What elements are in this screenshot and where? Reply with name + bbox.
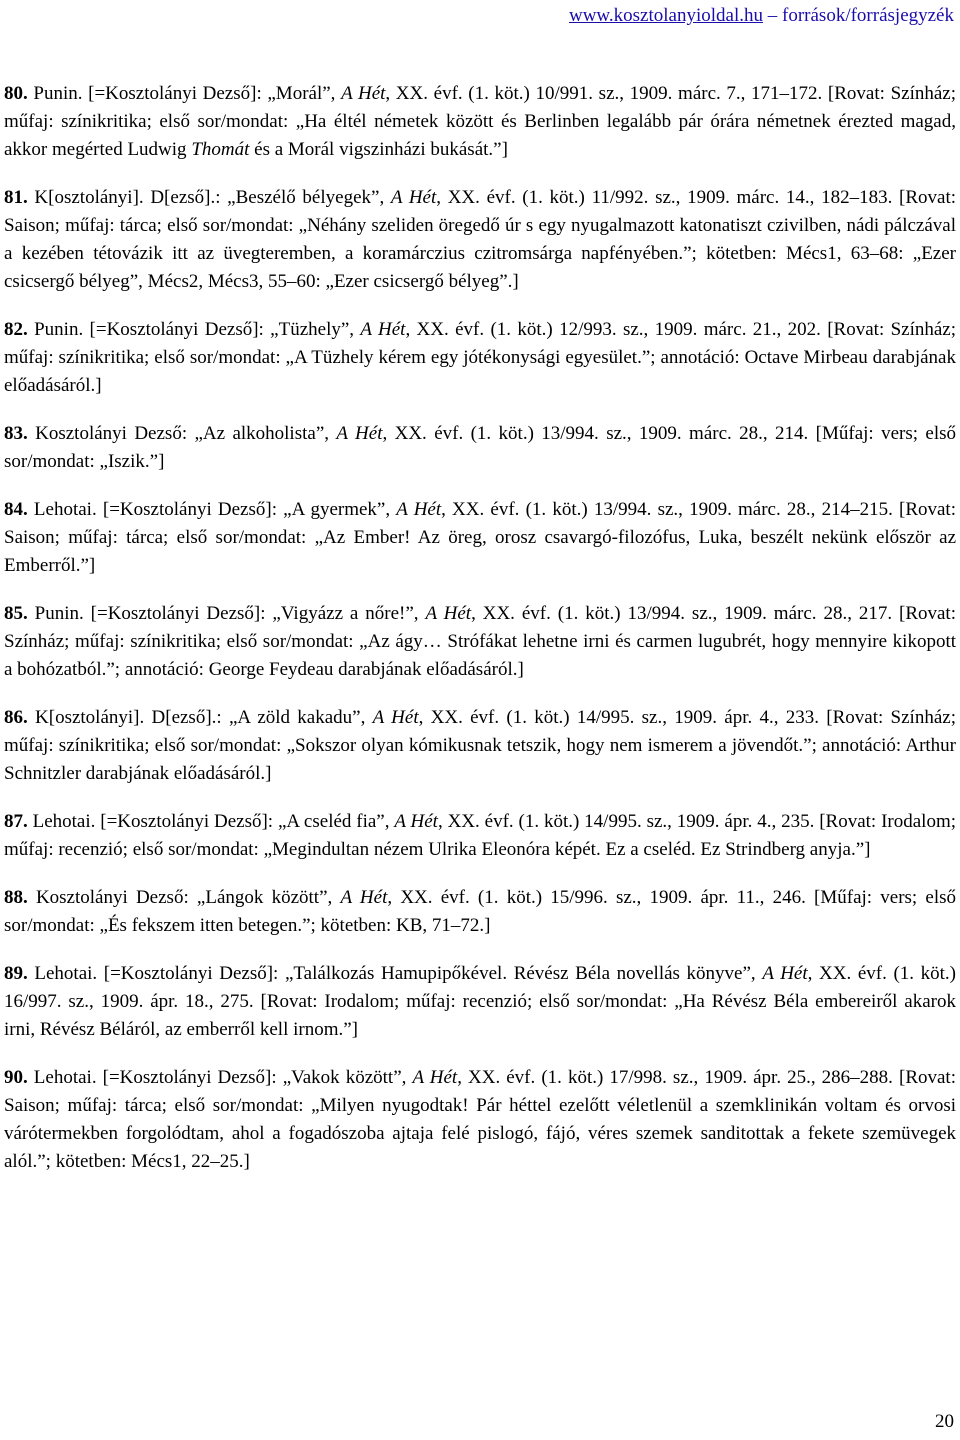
entry-text: K[osztolányi]. D[ezső].: „Beszélő bélyegek”, xyxy=(27,187,391,208)
page-header xyxy=(569,4,954,28)
entry-text: , XX. évf. (1. köt.) 15/996. sz., 1909. ápr. 11., 246. [Műfaj: vers; első sor/mondat: „És fekszem itten betegen.”; kötetben: KB, 71–72.] xyxy=(4,887,957,936)
journal-title: A Hét xyxy=(336,423,383,444)
site-link[interactable]: www.kosztolanyioldal.hu xyxy=(568,5,764,26)
bibliography-entry-85 xyxy=(4,600,956,684)
entry-text: , XX. évf. (1. köt.) 17/998. sz., 1909. ápr. 25., 286–288. [Rovat: Saison; műfaj: tárca; első sor/mondat: „Milyen nyugodtak! Pár héttel ezelőtt véletlenül a szemklinikán voltam és orvosi várótermekben forgolódtam, ahol a fogadószoba ajtaja felé pislogó, fájó, véres szemek sanditottak a fekete szemüvegek alól.”; kötetben: Mécs1, 22–25.] xyxy=(4,1067,956,1172)
entry-text: Lehotai. [=Kosztolányi Dezső]: „A gyermek”, xyxy=(27,499,397,520)
entry-number: 84. xyxy=(4,499,28,520)
entry-number: 83. xyxy=(4,423,28,444)
entry-text: Punin. [=Kosztolányi Dezső]: „Vigyázz a nőre!”, xyxy=(27,603,426,624)
journal-title: A Hét xyxy=(341,83,386,104)
bibliography-entry-90 xyxy=(4,1064,956,1176)
italic-name: Thomát xyxy=(191,139,250,160)
bibliography-entry-81 xyxy=(4,184,956,296)
bibliography-list xyxy=(4,80,956,1196)
bibliography-entry-86 xyxy=(4,704,956,788)
journal-title: A Hét xyxy=(762,963,808,984)
entry-number: 80. xyxy=(4,83,28,104)
journal-title: A Hét xyxy=(394,811,438,832)
section-path: források/forrásjegyzék xyxy=(782,5,954,26)
bibliography-entry-89 xyxy=(4,960,956,1044)
entry-text: Lehotai. [=Kosztolányi Dezső]: „Vakok között”, xyxy=(27,1067,413,1088)
entry-number: 90. xyxy=(4,1067,28,1088)
entry-number: 86. xyxy=(4,707,28,728)
entry-text: Kosztolányi Dezső: „Lángok között”, xyxy=(27,887,341,908)
journal-title: A Hét xyxy=(396,499,442,520)
journal-title: A Hét xyxy=(340,887,388,908)
entry-text: K[osztolányi]. D[ezső].: „A zöld kakadu”, xyxy=(27,707,373,728)
entry-text: Lehotai. [=Kosztolányi Dezső]: „Találkozás Hamupipőkével. Révész Béla novellás könyve”, xyxy=(27,963,763,984)
entry-text: , XX. évf. (1. köt.) 12/993. sz., 1909. márc. 21., 202. [Rovat: Színház; műfaj: színikritika; első sor/mondat: „A Tüzhely kérem egy jótékonysági egyesület.”; annotáció: Octave Mirbeau darabjának előadásáról.] xyxy=(4,319,956,396)
bibliography-entry-84 xyxy=(4,496,956,580)
journal-title: A Hét xyxy=(372,707,419,728)
entry-text: , XX. évf. (1. köt.) 11/992. sz., 1909. márc. 14., 182–183. [Rovat: Saison; műfaj: tárca; első sor/mondat: „Néhány szeliden öregedő úr s egy nyugalmazott katonatiszt czivilben, nádi pálczával a kezében tétovázik itt az üvegteremben, a koramárczius czitromsárga napfényében.”; kötetben: Mécs1, 63–68: „Ezer csicsergő bélyeg”, Mécs2, Mécs3, 55–60: „Ezer csicsergő bélyeg”.] xyxy=(4,187,957,292)
entry-text: , XX. évf. (1. köt.) 13/994. sz., 1909. márc. 28., 214–215. [Rovat: Saison; műfaj: tárca; első sor/mondat: „Az Ember! Az öreg, orosz csavargó-filozófus, Luka, beszélt nekünk először az Emberről.”] xyxy=(4,499,956,576)
bibliography-entry-87 xyxy=(4,808,956,864)
entry-number: 82. xyxy=(4,319,28,340)
journal-title: A Hét xyxy=(390,187,437,208)
entry-text: és a Morál vigszinházi bukását.”] xyxy=(249,139,508,160)
entry-number: 88. xyxy=(4,887,28,908)
journal-title: A Hét xyxy=(425,603,472,624)
entry-number: 81. xyxy=(4,187,28,208)
header-separator: – xyxy=(763,5,783,26)
bibliography-entry-82 xyxy=(4,316,956,400)
entry-text: , XX. évf. (1. köt.) 10/991. sz., 1909. márc. 7., 171–172. [Rovat: Színház; műfaj: színikritika; első sor/mondat: „Ha éltél németek között és Berlinben legalább pár órára németnek érezted magad, akkor megérted Ludwig xyxy=(4,83,956,160)
bibliography-entry-88 xyxy=(4,884,956,940)
journal-title: A Hét xyxy=(360,319,406,340)
entry-text: Lehotai. [=Kosztolányi Dezső]: „A cseléd fia”, xyxy=(27,811,395,832)
journal-title: A Hét xyxy=(412,1067,458,1088)
entry-text: Kosztolányi Dezső: „Az alkoholista”, xyxy=(27,423,337,444)
entry-number: 89. xyxy=(4,963,28,984)
entry-text: , XX. évf. (1. köt.) 13/994. sz., 1909. márc. 28., 217. [Rovat: Színház; műfaj: színikritika; első sor/mondat: „Az ágy… Strófákat lehetne irni és carmen lugubrét, hogy mennyire kikopott a bohózatból.”; annotáció: George Feydeau darabjának előadásáról.] xyxy=(4,603,956,680)
entry-text: , XX. évf. (1. köt.) 16/997. sz., 1909. ápr. 18., 275. [Rovat: Irodalom; műfaj: recenzió; első sor/mondat: „Ha Révész Béla embereiről akarok irni, Révész Béláról, az emberről kell irnom.”] xyxy=(4,963,957,1040)
entry-number: 85. xyxy=(4,603,28,624)
bibliography-entry-80 xyxy=(4,80,956,164)
entry-text: , XX. évf. (1. köt.) 13/994. sz., 1909. márc. 28., 214. [Műfaj: vers; első sor/mondat: „Iszik.”] xyxy=(4,423,956,472)
entry-text: , XX. évf. (1. köt.) 14/995. sz., 1909. ápr. 4., 233. [Rovat: Színház; műfaj: színikritika; első sor/mondat: „Sokszor olyan kómikusnak tetszik, hogy nem ismerem a jövendőt.”; annotáció: Arthur Schnitzler darabjának előadásáról.] xyxy=(4,707,956,784)
entry-number: 87. xyxy=(4,811,28,832)
entry-text: Punin. [=Kosztolányi Dezső]: „Tüzhely”, xyxy=(27,319,361,340)
page-number: 20 xyxy=(935,1411,954,1432)
bibliography-entry-83 xyxy=(4,420,956,476)
entry-text: , XX. évf. (1. köt.) 14/995. sz., 1909. ápr. 4., 235. [Rovat: Irodalom; műfaj: recenzió; első sor/mondat: „Megindultan nézem Ulrika Eleonóra képét. Ez a cseléd. Ez Strindberg anyja.”] xyxy=(4,811,957,860)
entry-text: Punin. [=Kosztolányi Dezső]: „Morál”, xyxy=(27,83,342,104)
